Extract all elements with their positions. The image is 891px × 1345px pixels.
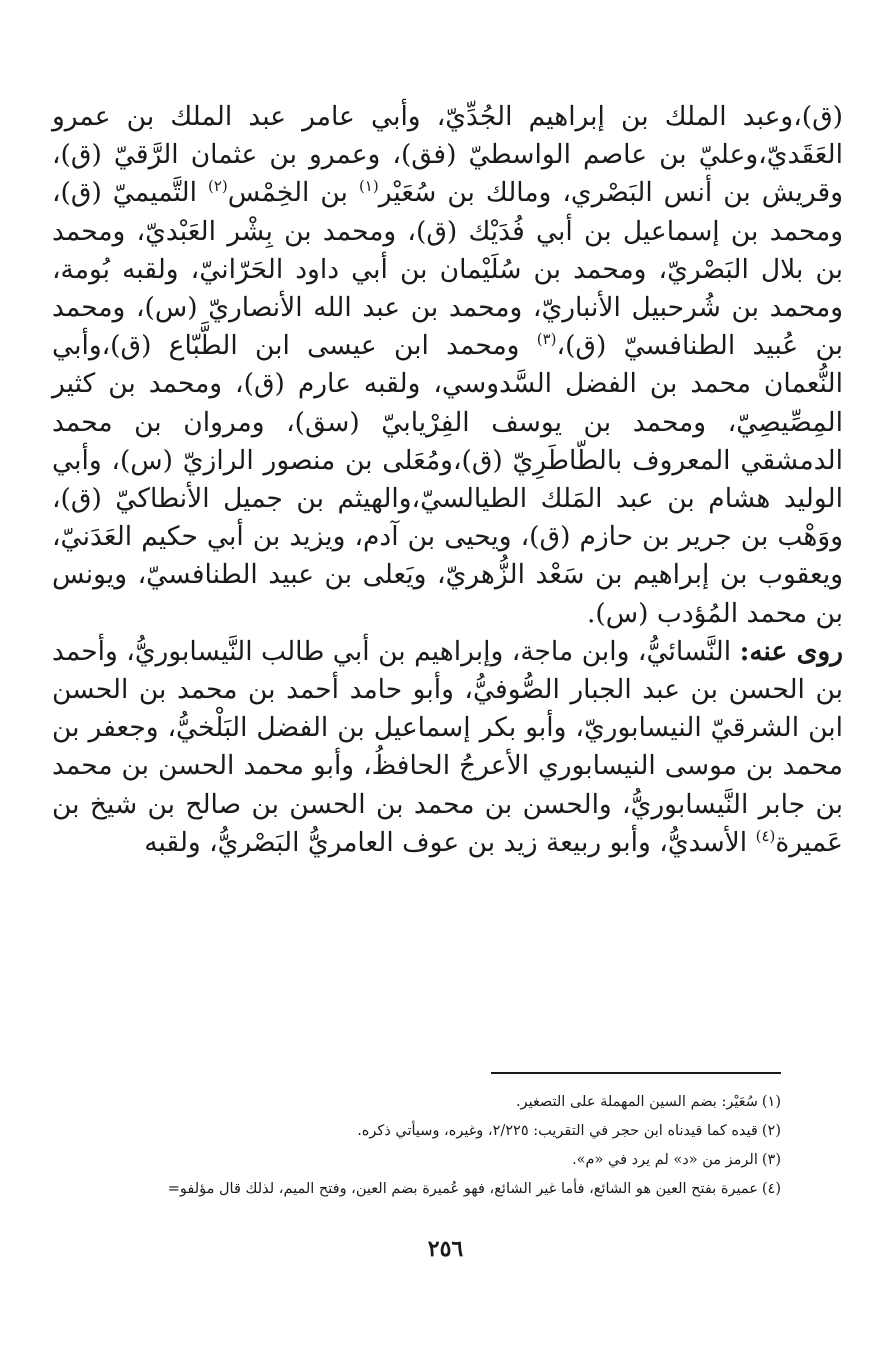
footnote-text: الرمز من «د» لم يرد في «م». <box>572 1152 758 1168</box>
footnotes-list <box>52 1088 781 1204</box>
text-run: النَّسائيُّ، وابن ماجة، وإبراهيم بن أبي طالب النَّيسابوريُّ، وأحمد بن الحسن بن عبد الجبار الصُّوفيُّ، وأبو حامد أحمد بن محمد بن الحسن ابن الشرقيّ النيسابوريّ، وأبو بكر إسماعيل بن الفضل البَلْخيُّ، وجعفر بن محمد بن موسى النيسابوري الأعرجُ الحافظُ، وأبو محمد الحسن بن محمد بن جابر النَّيسابوريُّ، والحسن بن محمد بن الحسن بن صالح بن شيخ بن عَميرة <box>52 635 843 858</box>
footnote-number: (٢) <box>761 1123 781 1139</box>
narrated-by-label: روى عنه: <box>739 635 843 667</box>
footnote-3 <box>52 1146 781 1175</box>
footnote-ref-1[interactable]: (١) <box>358 177 379 196</box>
footnote-ref-2[interactable]: (٢) <box>207 177 228 196</box>
footnote-text: قيده كما قيدناه ابن حجر في التقريب: ٢/٢٢٥، وغيره، وسيأتي ذكره. <box>357 1123 758 1139</box>
paragraph-teachers <box>52 98 843 633</box>
footnote-2 <box>52 1117 781 1146</box>
footnote-4 <box>52 1175 781 1204</box>
paragraph-students <box>52 633 843 862</box>
footnote-ref-4[interactable]: (٤) <box>755 827 776 846</box>
text-run: ومحمد ابن عيسى ابن الطَّبّاع (ق)،وأبي النُّعمان محمد بن الفضل السَّدوسي، ولقبه عارم (ق)، ومحمد بن كثير المِصِّيصِيّ، ومحمد بن يوسف الفِرْيابيّ (سق)، ومروان بن محمد الدمشقي المعروف بالطّاطَرِيّ (ق)،ومُعَلى بن منصور الرازيّ (س)، وأبي الوليد هشام بن عبد المَلك الطيالسيّ،والهيثم بن جميل الأنطاكيّ (ق)، ووَهْب بن جرير بن حازم (ق)، ويحيى بن آدم، ويزيد بن أبي حكيم العَدَنيّ، ويعقوب بن إبراهيم بن سَعْد الزُّهريّ، ويَعلى بن عبيد الطنافسيّ، ويونس بن محمد المُؤدب (س). <box>52 330 843 629</box>
footnote-text: عميرة بفتح العين هو الشائع، فأما غير الشائع، فهو عُميرة بضم العين، وفتح الميم، لذلك قال مؤلفو= <box>167 1181 758 1197</box>
text-run: التَّميميّ (ق)، ومحمد بن إسماعيل بن أبي فُدَيْك (ق)، ومحمد بن بِشْر العَبْديّ، ومحمد بن بلال البَصْريّ، ومحمد بن سُلَيْمان بن أبي داود الحَرّانيّ، ولقبه بُومة، ومحمد بن شُرحبيل الأنباريّ، ومحمد بن عبد الله الأنصاريّ (س)، ومحمد بن عُبيد الطنافسيّ (ق)، <box>52 177 843 362</box>
footnote-number: (٤) <box>761 1181 781 1197</box>
text-run: (ق)،وعبد الملك بن إبراهيم الجُدِّيّ، وأبي عامر عبد الملك بن عمرو العَقَديّ،وعليّ بن عاصم الواسطيّ (فق)، وعمرو بن عثمان الرَّقيّ (ق)، وقريش بن أنس البَصْري، ومالك بن سُعَيْر <box>52 101 843 209</box>
main-text <box>52 98 843 862</box>
footnote-divider <box>491 1072 781 1074</box>
footnote-number: (١) <box>761 1094 781 1110</box>
text-run: بن الخِمْس <box>227 177 359 209</box>
footnote-ref-3[interactable]: (٣) <box>536 330 557 349</box>
text-run: الأسديُّ، وأبو ربيعة زيد بن عوف العامريُّ البَصْريُّ، ولقبه <box>144 826 756 858</box>
footnote-1 <box>52 1088 781 1117</box>
footnote-text: سُعَيْر: بضم السين المهملة على التصغير. <box>515 1094 758 1110</box>
page-number: ٢٥٦ <box>427 1236 464 1262</box>
footnote-number: (٣) <box>761 1152 781 1168</box>
